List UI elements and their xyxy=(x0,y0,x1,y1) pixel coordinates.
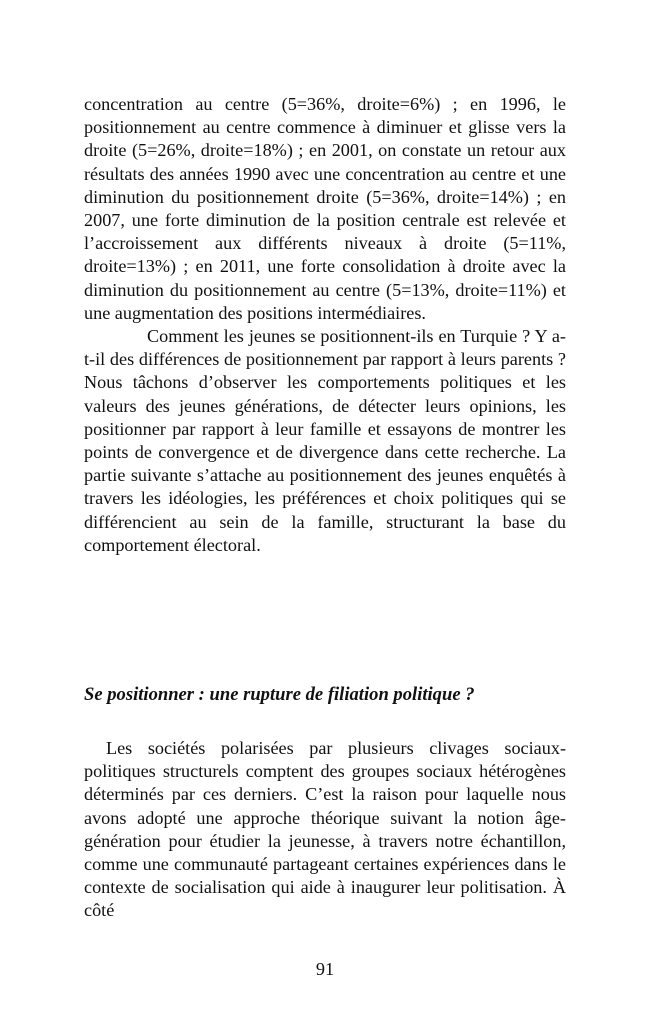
page-body-top xyxy=(84,93,566,557)
body-paragraph-1: concentration au centre (5=36%, droite=6%) ; en 1996, le positionnement au centre commence à diminuer et glisse vers la droite (5=26%, droite=18%) ; en 2001, on constate un retour aux résultats des années 1990 avec une concentration au centre et une diminution du positionnement droite (5=36%, droite=14%) ; en 2007, une forte diminution de la position centrale est relevée et l’accroissement aux différents niveaux à droite (5=11%, droite=13%) ; en 2011, une forte consolidation à droite avec la diminution du positionnement au centre (5=13%, droite=11%) et une augmentation des positions intermédiaires. xyxy=(84,94,566,323)
page-number: 91 xyxy=(315,959,335,979)
section-paragraph-1: Les sociétés polarisées par plusieurs clivages sociaux-politiques structurels comptent des groupes sociaux hétérogènes déterminés par ces derniers. C’est la raison pour laquelle nous avons adopté une approche théorique suivant la notion âge-génération pour étudier la jeunesse, à travers notre échantillon, comme une communauté partageant certaines expériences dans le contexte de socialisation qui aide à inaugurer leur politisation. À côté xyxy=(84,738,566,921)
section-heading: Se positionner : une rupture de filiation politique ? xyxy=(84,684,475,705)
body-paragraph-2: Comment les jeunes se positionnent-ils en Turquie ? Y a-t-il des différences de positionnement par rapport à leurs parents ? Nous tâchons d’observer les comportements politiques et les valeurs des jeunes générations, de détecter leurs opinions, les positionner par rapport à leur famille et essayons de montrer les points de convergence et de divergence dans cette recherche. La partie suivante s’attache au positionnement des jeunes enquêtés à travers les idéologies, les préférences et choix politiques qui se différencient au sein de la famille, structurant la base du comportement électoral. xyxy=(84,326,566,555)
section-body xyxy=(84,737,566,923)
